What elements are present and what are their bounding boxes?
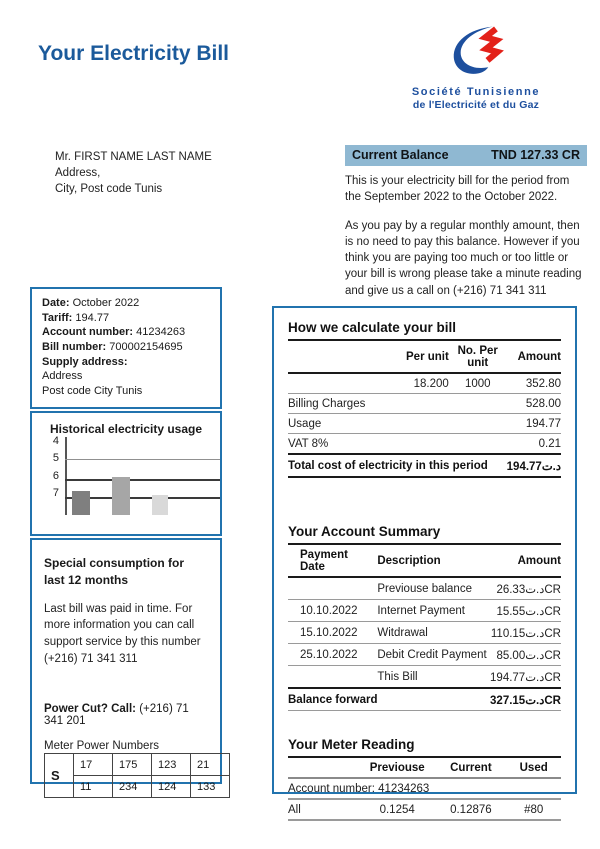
table-row: 18.200 1000 352.80 — [288, 373, 561, 394]
chart-title: Historical electricity usage — [49, 422, 203, 436]
power-cut-number: (+216) 71 341 201 — [44, 703, 189, 728]
recipient-address-line: Address, — [55, 167, 101, 180]
table-row: 15.10.2022 Witdrawal د.ت110.15CR — [288, 622, 561, 644]
meter-number-cell: 234 — [113, 776, 152, 798]
balance-forward-row: Balance forward د.ت327.15CR — [288, 688, 561, 711]
usage-chart-box — [30, 411, 222, 536]
balance-advice-text: As you pay by a regular monthly amount, then is no need to pay this balance. However if you think you are paying too much or too little or your bill is wrong please take a minute reading and give us a call on (+216) 71 341 311 — [345, 220, 582, 297]
table-row: 25.10.2022 Debit Credit Payment د.ت85.00CR — [288, 644, 561, 666]
table-row: Previouse balance د.ت26.33CR — [288, 577, 561, 600]
table-header-row: Per unit No. Per unit Amount — [288, 341, 561, 373]
calc-section-title: How we calculate your bill — [288, 320, 457, 335]
recipient-name: Mr. FIRST NAME LAST NAME — [55, 151, 212, 163]
meter-number-cell: 21 — [191, 754, 230, 776]
table-row — [288, 778, 561, 799]
table-header-row: Previouse Current Used — [288, 758, 561, 778]
gridline — [65, 459, 220, 460]
current-balance-value: TND 127.33 CR — [491, 148, 580, 162]
current-balance-section — [345, 145, 587, 299]
meter-number-cell: 17 — [74, 754, 113, 776]
detail-row-account: Account number: 41234263 — [42, 326, 186, 339]
meter-reading-table — [288, 758, 561, 821]
bill-details-box — [30, 287, 222, 409]
table-row — [45, 754, 230, 776]
power-cut-label: Power Cut? Call: — [44, 703, 137, 716]
recipient-city-line: City, Post code Tunis — [55, 183, 163, 196]
table-row: Billing Charges 528.00 — [288, 394, 561, 414]
meter-number-cell: 123 — [152, 754, 191, 776]
table-row: This Bill د.ت194.77CR — [288, 666, 561, 689]
special-consumption-title: Special consumption for last 12 months — [44, 556, 185, 588]
y-tick: 4 — [52, 435, 59, 447]
usage-bar-2 — [112, 477, 130, 515]
chart-y-axis — [65, 437, 67, 515]
page-title: Your Electricity Bill — [38, 42, 229, 65]
detail-row-tariff: Tariff: 194.77 — [42, 311, 110, 324]
detail-row-date: Date: October 2022 — [42, 297, 140, 309]
gridline — [65, 479, 220, 481]
meter-power-numbers-title: Meter Power Numbers — [44, 740, 160, 753]
power-cut-line — [44, 703, 208, 727]
steg-logo-icon — [430, 24, 522, 86]
usage-bar-1 — [72, 491, 90, 515]
table-row: Usage 194.77 — [288, 414, 561, 434]
recipient-address — [55, 149, 212, 197]
current-balance-label: Current Balance — [352, 148, 449, 162]
meter-series-cell: S — [45, 754, 74, 798]
current-balance-band — [345, 145, 587, 166]
logo-text-line1: Société Tunisienne — [411, 86, 541, 98]
account-summary-table — [288, 545, 561, 711]
billing-period-text: This is your electricity bill for the period from the September 2022 to the October 2022. — [345, 175, 570, 204]
detail-row-billnumber: Bill number: 700002154695 — [42, 340, 183, 353]
table-row: All 0.1254 0.12876 #80 — [288, 799, 561, 820]
detail-row-postcode: Post code City Tunis — [42, 384, 143, 397]
total-row: Total cost of electricity in this period د.ت194.77 — [288, 454, 561, 477]
steg-logo — [392, 24, 560, 111]
y-tick: 5 — [52, 452, 59, 464]
bar-chart — [52, 435, 220, 515]
table-row: 10.10.2022 Internet Payment د.ت15.55CR — [288, 600, 561, 622]
meter-reading-section-title: Your Meter Reading — [288, 737, 415, 752]
meter-number-cell: 133 — [191, 776, 230, 798]
meter-number-cell: 11 — [74, 776, 113, 798]
meter-number-cell: 124 — [152, 776, 191, 798]
detail-row-supply: Supply address: — [42, 355, 128, 368]
table-header-row: Payment Date Description Amount — [288, 545, 561, 577]
account-number-cell: Account number: 41234263 — [288, 778, 561, 799]
y-tick: 7 — [52, 487, 59, 499]
calc-table — [288, 341, 561, 478]
special-consumption-box — [30, 538, 222, 793]
logo-text-line2: de l'Electricité et du Gaz — [412, 98, 540, 111]
meter-number-cell: 175 — [113, 754, 152, 776]
y-tick: 6 — [52, 470, 59, 482]
usage-bar-3 — [152, 495, 168, 515]
meter-power-numbers-table — [44, 753, 230, 798]
detail-row-address: Address — [42, 370, 83, 383]
summary-section-title: Your Account Summary — [288, 524, 441, 539]
special-consumption-text: Last bill was paid in time. For more information you can call support service by this number (+216) 71 341 311 — [44, 602, 201, 665]
billing-summary-panel — [272, 306, 577, 816]
table-row: VAT 8% 0.21 — [288, 434, 561, 455]
